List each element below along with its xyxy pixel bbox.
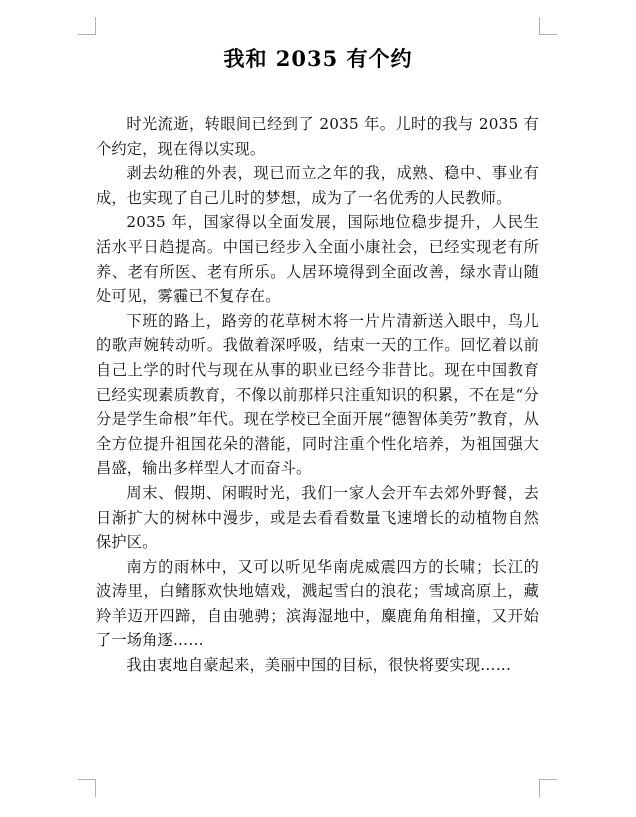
crop-mark-top-left xyxy=(78,17,96,35)
paragraph-7: 我由衷地自豪起来，美丽中国的目标，很快将要实现…… xyxy=(126,656,512,675)
paragraph-1: 时光流逝，转眼间已经到了 2035 年。儿时的我与 2035 有个约定，现在得以实现。 xyxy=(96,115,539,158)
paragraph-5: 周末、假期、闲暇时光，我们一家人会开车去郊外野餐，去日渐扩大的树林中漫步，或是去看看数量飞速增长的动植物自然保护区。 xyxy=(96,483,539,552)
document-title: 我和 2035 有个约 xyxy=(223,46,413,71)
document-body[interactable] xyxy=(96,112,539,678)
paragraph-2: 剥去幼稚的外表，现已而立之年的我，成熟、稳中、事业有成，也实现了自己儿时的梦想，成为了一名优秀的人民教师。 xyxy=(96,164,539,207)
crop-mark-bottom-right xyxy=(539,779,557,797)
paragraph-3: 2035 年，国家得以全面发展，国际地位稳步提升，人民生活水平日趋提高。中国已经步入全面小康社会，已经实现老有所养、老有所医、老有所乐。人居环境得到全面改善，绿水青山随处可见，雾霾已不复存在。 xyxy=(96,213,539,306)
crop-mark-top-right xyxy=(539,17,557,35)
paragraph-6: 南方的雨林中，又可以听见华南虎威震四方的长啸；长江的波涛里，白鳍豚欢快地嬉戏，溅起雪白的浪花；雪域高原上，藏羚羊迈开四蹄，自由驰骋；滨海湿地中，麋鹿角角相撞，又开始了一场角逐…… xyxy=(96,557,539,650)
paragraph-4: 下班的路上，路旁的花草树木将一片片清新送入眼中，鸟儿的歌声婉转动听。我做着深呼吸，结束一天的工作。回忆着以前自己上学的时代与现在从事的职业已经今非昔比。现在中国教育已经实现素质教育，不像以前那样只注重知识的积累，不在是“分分是学生命根”年代。现在学校已全面开展“德智体美劳”教育，从全方位提升祖国花朵的潜能，同时注重个性化培养，为祖国强大昌盛，输出多样型人才而奋斗。 xyxy=(96,311,539,478)
crop-mark-bottom-left xyxy=(78,779,96,797)
